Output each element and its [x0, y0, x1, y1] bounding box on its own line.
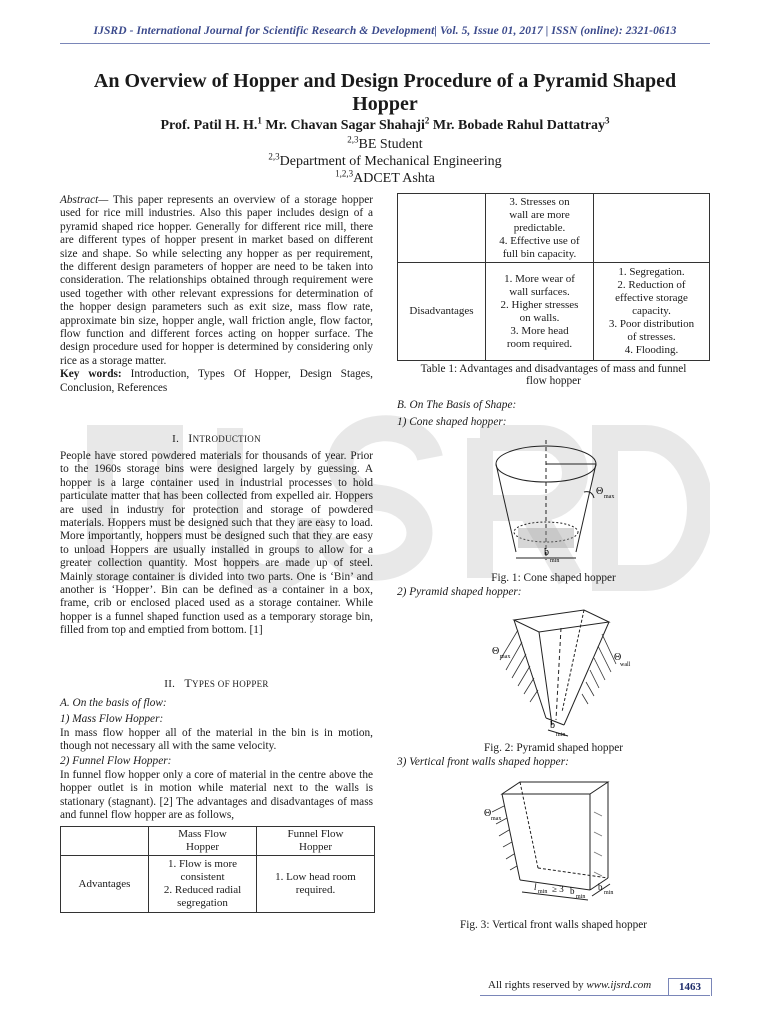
hopper-edge — [502, 794, 520, 880]
table-cell — [594, 194, 710, 263]
cone-outlet-shading — [518, 528, 574, 548]
footer-site-link[interactable]: www.ijsrd.com — [586, 979, 652, 991]
bmin-sub: min — [604, 890, 614, 896]
author-name: Prof. Patil H. H. — [160, 118, 258, 133]
paper-title — [60, 70, 710, 116]
cell-line: 1. Low head room — [275, 871, 356, 883]
subheading-funnel-flow: 2) Funnel Flow Hopper: — [60, 755, 172, 767]
caption-line: Table 1: Advantages and disadvantages of mass and funnel — [420, 363, 687, 375]
table-1-part-1 — [60, 826, 375, 913]
cell-line: effective storage — [615, 292, 688, 304]
theta-wall-sub: wall — [620, 662, 631, 668]
cell-line: 2. Higher stresses — [500, 298, 579, 311]
cell-line: full bin capacity. — [502, 247, 577, 260]
theta-max-label: Θ — [484, 808, 492, 819]
cell-line: Mass Flow — [178, 828, 227, 840]
subheading-basis-of-flow: A. On the basis of flow: — [60, 697, 167, 709]
vertical-front-walls-hopper-figure — [480, 772, 620, 902]
author-sup: 1 — [257, 115, 262, 126]
theta-max-label: Θ — [492, 646, 500, 657]
table-header-mass-flow — [149, 827, 257, 856]
footer-rights-text: All rights reserved by — [488, 979, 587, 991]
title-line-1: An Overview of Hopper and Design Procedure of a Pyramid Shaped — [93, 70, 677, 92]
hopper-outlet-back — [538, 868, 608, 878]
affiliation-text: ADCET Ashta — [353, 171, 435, 186]
funnel-flow-paragraph: In funnel flow hopper only a core of material in the centre above the hopper outlet is in motion while material next to the walls is stationary (stagnant). [2] The advantages and disadvantages of mass and funnel flow hopper are as follows, — [60, 769, 373, 822]
row-label-advantages: Advantages — [61, 856, 149, 913]
pyramid-outlet — [546, 718, 564, 725]
subheading-mass-flow: 1) Mass Flow Hopper: — [60, 713, 164, 725]
table-cell — [257, 856, 375, 913]
section-heading-introduction — [60, 431, 373, 446]
author-sup: 3 — [605, 115, 610, 126]
affiliation-sup: 2,3 — [347, 134, 359, 145]
section-rest: YPES OF HOPPER — [192, 679, 269, 689]
journal-header: IJSRD - International Journal for Scientific Research & Development| Vol. 5, Issue 01, 2017 | ISSN (online): 2321-0613 — [93, 25, 677, 37]
bmin-label: b — [544, 547, 549, 558]
subheading-vertical-front-walls: 3) Vertical front walls shaped hopper: — [397, 756, 569, 768]
section-heading-types — [60, 676, 373, 691]
cell-line: wall surfaces. — [509, 285, 570, 298]
keywords-text: Introduction, Types Of Hopper, Design Stages, Conclusion, References — [60, 368, 373, 394]
cell-line: 2. Reduction of — [617, 279, 686, 291]
fig-3-caption: Fig. 3: Vertical front walls shaped hopper — [459, 919, 648, 931]
bmin-label-inline: b — [570, 886, 575, 896]
abstract-label: Abstract— — [60, 194, 109, 206]
bmin-label: b — [550, 720, 555, 731]
cell-line: 1. More wear of — [504, 272, 575, 285]
affiliation-line — [60, 134, 710, 153]
pyramid-edge — [564, 622, 609, 725]
section-number: II. — [164, 678, 176, 690]
author-name: Mr. Bobade Rahul Dattatray — [432, 118, 606, 133]
footer-rights — [488, 979, 651, 991]
cell-line: 1. Flow is more — [167, 858, 238, 870]
pyramid-hidden-edge — [562, 610, 584, 712]
theta-wall-label: Θ — [614, 652, 622, 663]
pyramid-edge — [539, 632, 552, 725]
cell-line: room required. — [506, 337, 573, 350]
cell-line: segregation — [177, 897, 228, 909]
section-rest: NTRODUCTION — [192, 434, 261, 444]
hopper-top-face — [502, 782, 608, 794]
abstract-text: This paper represents an overview of a storage hopper used for rice mill industries. Also this paper includes design of a pyramid shaped rice hopper. Generally for different rice mill, there are different types of hopper present in market based on different size and shape. So while selecting any hopper as per requirement, the different design parameters of hopper are need to be taken into consideration. The relationships obtained through requirement were used together with other relevant expressions for determination of the hopper design parameters such as exit size, mass flow rate, approximate bin size, hopper angle, wall friction angle, flow factor, flow function and different forces acting on hopper surface. The design procedure used for hopper is determined by considering only rice as a storage matter. — [60, 194, 373, 367]
theta-max-sub: max — [491, 816, 502, 822]
table-row — [398, 263, 710, 361]
section-first-letter: I — [188, 431, 193, 445]
bmin-label: b — [598, 882, 603, 892]
cell-line: consistent — [180, 871, 225, 883]
abstract-paragraph — [60, 194, 373, 395]
page-number: 1463 — [668, 978, 712, 996]
cone-shaped-hopper-figure — [488, 432, 628, 572]
pyramid-hatching — [500, 630, 616, 704]
affiliation-sup: 2,3 — [268, 151, 280, 162]
affiliation-sup: 1,2,3 — [335, 168, 354, 179]
caption-line: flow hopper — [526, 375, 581, 387]
table-cell — [594, 263, 710, 361]
subheading-pyramid-shaped: 2) Pyramid shaped hopper: — [397, 586, 522, 598]
introduction-paragraph: People have stored powdered materials for thousands of year. Prior to the 1960s storage bins were designed largely by guessing. A hopper is a large container used in industrial processes to hold particulate matter that has been collected from expelled air. Hoppers are used in industry for protection and storage of powdered materials. Hoppers must be designed such that they are easy to load. More importantly, hoppers must be designed such that they are easy to unload Hoppers are usually installed in groups to allow for a greater collection quantity. Most hoppers are made up of steel. Mainly storage container is divided into two parts. One is ‘Bin’ and another is ‘Hopper’. Bin can be defined as a container in a box, frame, crib or enclosed placed used as a storage container. While hopper is a funnel shaped function used as a temporary storage bin, filled from top and emptied from bottom. [1] — [60, 450, 373, 637]
cell-line: 4. Flooding. — [624, 344, 679, 356]
table-cell — [486, 194, 594, 263]
bmin-sub: min — [556, 732, 566, 738]
theta-max-label: Θ — [596, 486, 604, 497]
fig-1-caption: Fig. 1: Cone shaped hopper — [491, 572, 616, 584]
cell-line: Hopper — [299, 841, 332, 853]
hopper-hatching — [492, 806, 602, 876]
author-list — [60, 115, 710, 134]
theta-max-sub: max — [604, 494, 615, 500]
cell-line: capacity. — [632, 305, 671, 317]
bmin-sub-inline: min — [576, 894, 586, 900]
bmin-sub: min — [550, 558, 560, 564]
hopper-hidden-edge — [520, 782, 538, 868]
table-1-caption — [397, 363, 710, 387]
title-line-2: Hopper — [352, 93, 418, 115]
table-row — [61, 856, 375, 913]
pyramid-shaped-hopper-figure — [484, 600, 634, 740]
table-header-funnel-flow — [257, 827, 375, 856]
cell-line: 3. Stresses on — [509, 195, 570, 208]
lmin-label: l — [534, 882, 537, 892]
lmin-sub: min — [538, 889, 548, 895]
cell-line: required. — [295, 884, 336, 896]
affiliation-line — [60, 168, 710, 187]
row-label-disadvantages: Disadvantages — [398, 263, 486, 361]
theta-max-sub: max — [500, 654, 511, 660]
section-first-letter: T — [184, 676, 193, 690]
cell-line: of stresses. — [627, 331, 676, 343]
affiliation-line — [60, 151, 710, 170]
keywords-label: Key words: — [60, 368, 122, 381]
section-number: I. — [172, 433, 180, 445]
cell-line: 1. Segregation. — [618, 266, 685, 278]
cell-line: Hopper — [186, 841, 219, 853]
table-row — [398, 194, 710, 263]
mass-flow-paragraph: In mass flow hopper all of the material in the bin is in motion, though not necessary all with the same velocity. — [60, 727, 373, 753]
cell-line: predictable. — [513, 221, 566, 234]
table-1-part-2 — [397, 193, 710, 361]
cell-line: 3. More head — [510, 324, 569, 337]
pyramid-edge — [514, 620, 546, 718]
table-cell — [398, 194, 486, 263]
cell-line: 3. Poor distribution — [608, 318, 695, 330]
table-cell — [486, 263, 594, 361]
header-rule — [60, 43, 710, 44]
affiliation-text: BE Student — [358, 137, 423, 152]
subheading-basis-of-shape: B. On The Basis of Shape: — [397, 399, 517, 411]
author-sup: 2 — [424, 115, 430, 126]
affiliation-text: Department of Mechanical Engineering — [279, 154, 502, 169]
pyramid-axis — [556, 628, 561, 720]
cell-line: 4. Effective use of — [499, 234, 580, 247]
subheading-cone-shaped: 1) Cone shaped hopper: — [397, 416, 507, 428]
table-cell — [149, 856, 257, 913]
cell-line: on walls. — [519, 311, 560, 324]
fig-2-caption: Fig. 2: Pyramid shaped hopper — [484, 742, 623, 754]
cell-line: 2. Reduced radial — [163, 884, 242, 896]
table-cell — [61, 827, 149, 856]
cell-line: wall are more — [509, 208, 570, 221]
author-name: Mr. Chavan Sagar Shahaji — [265, 118, 425, 133]
cell-line: Funnel Flow — [287, 828, 344, 840]
table-row — [61, 827, 375, 856]
ge3-label: ≥ 3 — [552, 884, 564, 894]
pyramid-top-face — [514, 610, 609, 632]
